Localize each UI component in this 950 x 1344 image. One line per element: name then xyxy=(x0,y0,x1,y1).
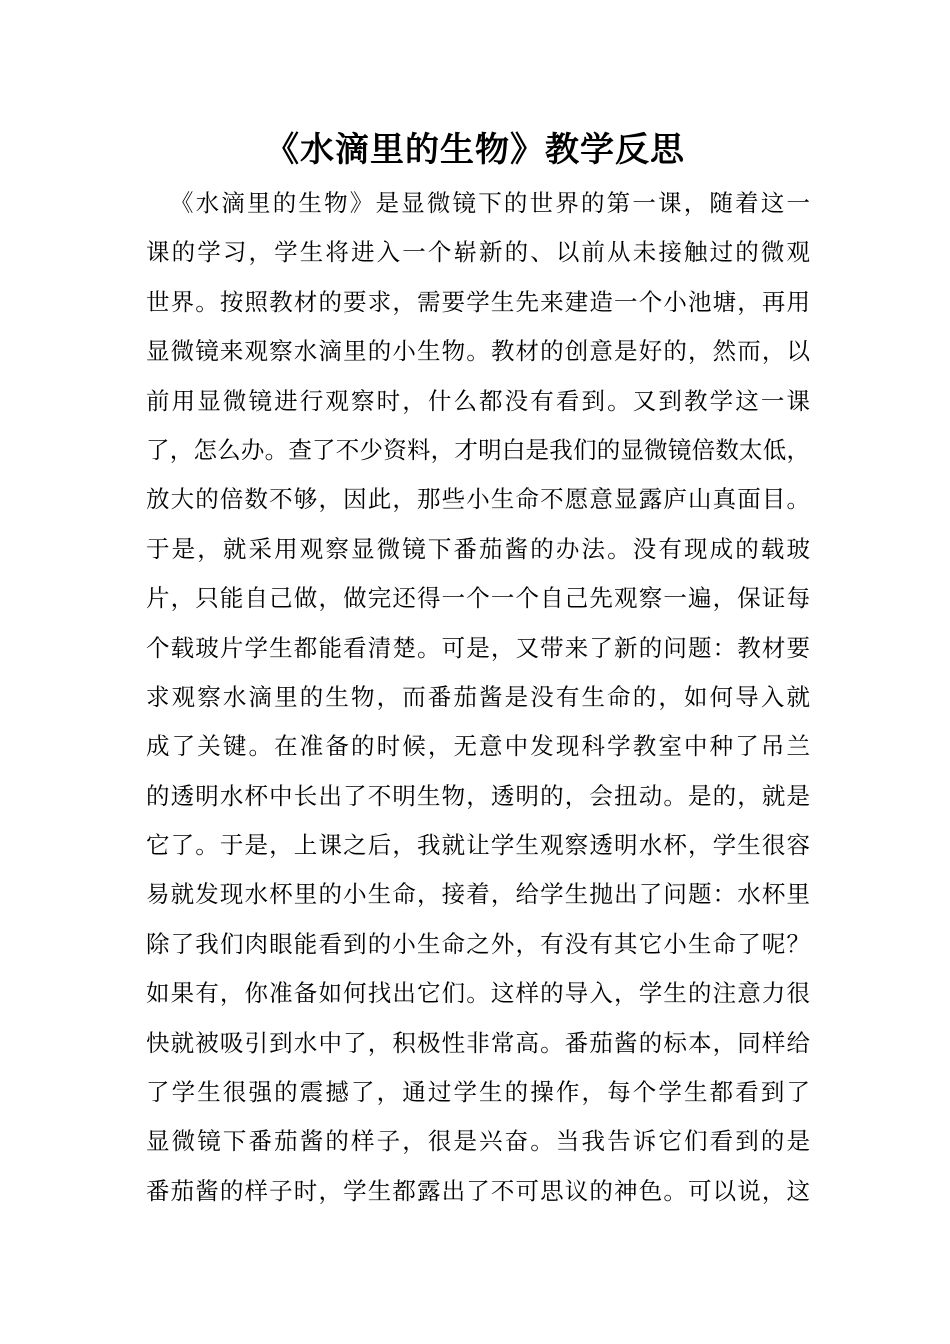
paragraph-line: 于是，就采用观察显微镜下番茄酱的办法。没有现成的载玻 xyxy=(146,534,810,563)
document-title: 《水滴里的生物》教学反思 xyxy=(265,130,685,170)
paragraph-line: 个载玻片学生都能看清楚。可是，又带来了新的问题：教材要 xyxy=(146,633,810,662)
paragraph-line: 《水滴里的生物》是显微镜下的世界的第一课，随着这一 xyxy=(170,189,810,217)
paragraph-line: 了学生很强的震撼了，通过学生的操作，每个学生都看到了 xyxy=(146,1078,810,1107)
paragraph-line: 前用显微镜进行观察时，什么都没有看到。又到教学这一课 xyxy=(146,386,810,415)
paragraph-line: 显微镜来观察水滴里的小生物。教材的创意是好的，然而，以 xyxy=(146,337,810,366)
paragraph-line: 成了关键。在准备的时候，无意中发现科学教室中种了吊兰 xyxy=(146,732,810,761)
paragraph-line: 除了我们肉眼能看到的小生命之外，有没有其它小生命了呢？ xyxy=(146,929,810,958)
paragraph-line: 显微镜下番茄酱的样子，很是兴奋。当我告诉它们看到的是 xyxy=(146,1127,810,1156)
paragraph-line: 它了。于是，上课之后，我就让学生观察透明水杯，学生很容 xyxy=(146,831,810,860)
paragraph-line: 世界。按照教材的要求，需要学生先来建造一个小池塘，再用 xyxy=(146,287,810,316)
paragraph-line: 如果有，你准备如何找出它们。这样的导入，学生的注意力很 xyxy=(146,979,810,1008)
paragraph-line: 了，怎么办。查了不少资料，才明白是我们的显微镜倍数太低， xyxy=(146,435,810,464)
paragraph-line: 易就发现水杯里的小生命，接着，给学生抛出了问题：水杯里 xyxy=(146,880,810,909)
paragraph-line: 的透明水杯中长出了不明生物，透明的，会扭动。是的，就是 xyxy=(146,781,810,810)
paragraph-line: 求观察水滴里的生物，而番茄酱是没有生命的，如何导入就 xyxy=(146,682,810,711)
paragraph-line: 快就被吸引到水中了，积极性非常高。番茄酱的标本，同样给 xyxy=(146,1028,810,1057)
document-body xyxy=(146,179,810,1216)
paragraph-line: 番茄酱的样子时，学生都露出了不可思议的神色。可以说，这 xyxy=(146,1176,810,1205)
paragraph-line: 片，只能自己做，做完还得一个一个自己先观察一遍，保证每 xyxy=(146,584,810,613)
paragraph-line: 课的学习，学生将进入一个崭新的、以前从未接触过的微观 xyxy=(146,238,810,267)
paragraph-line: 放大的倍数不够，因此，那些小生命不愿意显露庐山真面目。 xyxy=(146,485,810,514)
